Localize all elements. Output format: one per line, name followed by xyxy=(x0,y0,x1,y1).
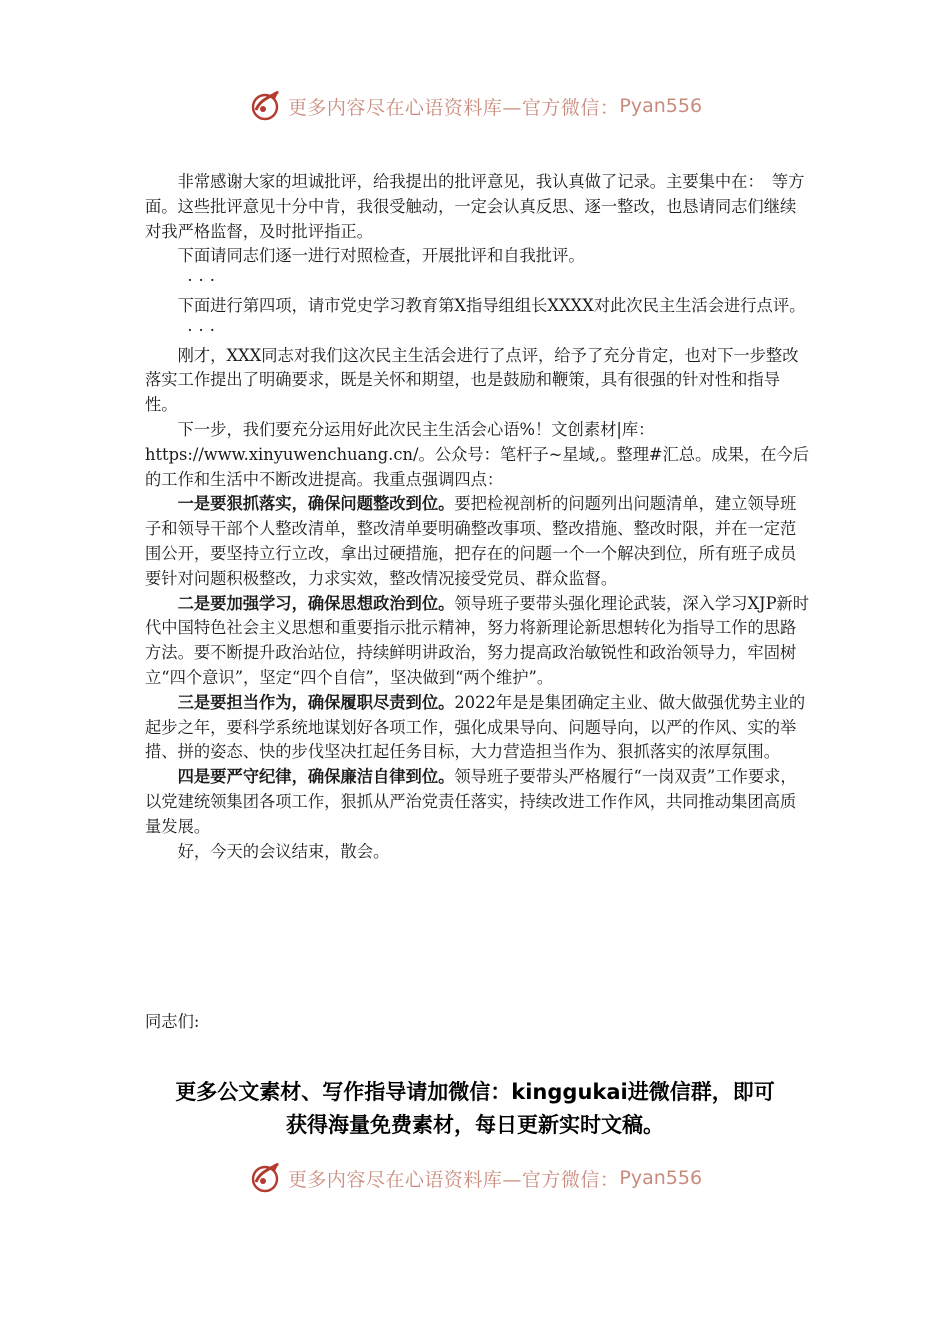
watermark-wechat-id: Pyan556 xyxy=(619,1167,703,1189)
paragraph-point-one xyxy=(145,492,810,591)
point-two-heading: 二是要加强学习，确保思想政治到位。 xyxy=(177,593,455,613)
watermark-text: 更多内容尽在心语资料库—官方微信： xyxy=(287,96,620,119)
promo-line-2: 获得海量免费素材，每日更新实时文稿。 xyxy=(286,1113,664,1137)
pen-logo-icon xyxy=(248,1160,284,1196)
paragraph-closing: 好，今天的会议结束，散会。 xyxy=(177,841,390,861)
next-step-lead: 下一步，我们要充分运用好此次民主生活会心语%！文创素材|库： xyxy=(177,419,655,439)
paragraph-item-four: 下面进行第四项，请市党史学习教育第X指导组组长XXXX对此次民主生活会进行点评。 xyxy=(177,295,806,315)
point-three-heading: 三是要担当作为，确保履职尽责到位。 xyxy=(177,692,455,712)
paragraph-next-step xyxy=(145,418,810,492)
point-three-text: 2022年是是集团确定主业、做大做强优势主业的起步之年，要科学系统地谋划好各项工作，强化成果导向、问题导向，以严的作风、实的举措、拼的姿态、快的步伐坚决扛起任务目标，大力营造担当作为、狠抓落实的浓厚氛围。 xyxy=(145,692,806,762)
watermark-header xyxy=(0,86,950,126)
point-one-text: 要把检视剖析的问题列出问题清单，建立领导班子和领导干部个人整改清单，整改清单要明确整改事项、整改措施、整改时限，并在一定范围公开，要坚持立行立改，拿出过硬措施，把存在的问题一个一个解决到位，所有班子成员要针对问题积极整改，力求实效，整改情况接受党员、群众监督。 xyxy=(145,494,797,588)
pen-logo-icon xyxy=(248,88,284,124)
paragraph-self-criticism: 下面请同志们逐一进行对照检查，开展批评和自我批评。 xyxy=(177,246,585,266)
point-one-heading: 一是要狠抓落实，确保问题整改到位。 xyxy=(177,494,455,514)
paragraph-point-four xyxy=(145,765,810,839)
paragraph-point-three xyxy=(145,691,810,765)
salutation: 同志们: xyxy=(145,1012,200,1031)
paragraph-review-summary: 刚才，XXX同志对我们这次民主生活会进行了点评，给予了充分肯定，也对下一步整改落实工作提出了明确要求，既是关怀和期望，也是鼓励和鞭策，具有很强的针对性和指导性。 xyxy=(145,345,799,415)
point-four-text: 领导班子要带头严格履行“一岗双责”工作要求，以党建统领集团各项工作，狠抓从严治党责任落实，持续改进工作作风，共同推动集团高质量发展。 xyxy=(145,767,797,836)
ellipsis-dots: ··· xyxy=(187,271,221,291)
next-step-text: https://www.xinyuwenchuang.cn/。公众号：笔杆子~星域,。整理#汇总。成果，在今后的工作和生活中不断改进提高。我重点强调四点： xyxy=(145,444,810,489)
watermark-footer xyxy=(0,1158,950,1198)
point-two-text: 领导班子要带头强化理论武装，深入学习XJP新时代中国特色社会主义思想和重要指示批示精神，努力将新理论新思想转化为指导工作的思路方法。要不断提升政治站位，持续鲜明讲政治，努力提高政治敏锐性和政治领导力，牢固树立“四个意识”，坚定“四个自信”，坚决做到“两个维护”。 xyxy=(145,593,810,687)
paragraph-criticism-thanks: 非常感谢大家的坦诚批评，给我提出的批评意见，我认真做了记录。主要集中在： 等方面。这些批评意见十分中肯，我很受触动，一定会认真反思、逐一整改，也恳请同志们继续对我严格监督，及时批评指正。 xyxy=(145,172,805,241)
promo-line-1: 更多公文素材、写作指导请加微信：kinggukai进微信群，即可 xyxy=(175,1080,775,1104)
watermark-wechat-id: Pyan556 xyxy=(619,95,703,117)
point-four-heading: 四是要严守纪律，确保廉洁自律到位。 xyxy=(177,767,455,787)
watermark-text: 更多内容尽在心语资料库—官方微信： xyxy=(287,1168,620,1191)
promo-banner xyxy=(120,1076,830,1142)
document-body xyxy=(145,170,810,864)
paragraph-point-two xyxy=(145,592,810,691)
ellipsis-dots: ··· xyxy=(187,320,221,340)
